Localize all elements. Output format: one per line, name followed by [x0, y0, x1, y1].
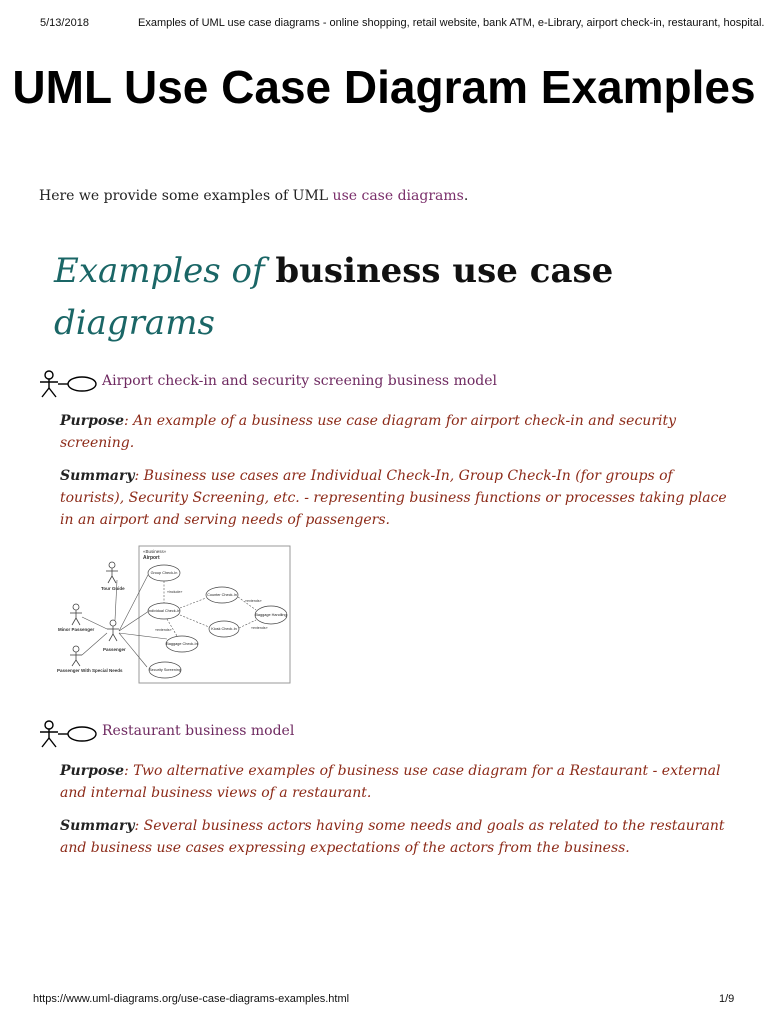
use-case-label: Kiosk Check-In: [211, 627, 237, 631]
page-title: UML Use Case Diagram Examples: [12, 61, 756, 113]
use-case-actor-icon: [38, 720, 98, 748]
restaurant-summary: [60, 815, 730, 859]
use-case-diagrams-link[interactable]: use case diagrams: [332, 188, 464, 204]
diagram-stereotype: «Business»: [143, 549, 167, 554]
airport-item-title-link[interactable]: Airport check-in and security screening business model: [102, 373, 497, 389]
summary-label: Summary: [60, 818, 135, 834]
header-doc-title: Examples of UML use case diagrams - online shopping, retail website, bank ATM, e-Library, airport check-in, restaurant, hospital.: [138, 17, 765, 29]
actor-passenger-special-needs: [70, 646, 82, 666]
header-date: 5/13/2018: [40, 17, 89, 29]
restaurant-purpose: [60, 760, 730, 804]
purpose-label: Purpose: [60, 413, 124, 429]
use-case-label: Individual Check-In: [147, 609, 181, 613]
restaurant-item-title-link[interactable]: Restaurant business model: [102, 723, 295, 739]
airport-use-case-diagram[interactable]: [55, 545, 292, 684]
use-case-label: Security Screening: [149, 668, 181, 672]
use-case-label: Baggage Handling: [255, 613, 287, 617]
summary-text: : Several business actors having some needs and goals as related to the restaurant and business use cases expressing expectations of the actors from the business.: [60, 818, 725, 856]
section-heading-part1: Examples of: [54, 251, 265, 291]
airport-summary: [60, 465, 730, 531]
relation-label: «extends»: [155, 628, 172, 632]
actor-label: Tour Guide: [101, 586, 125, 591]
actor-label: Passenger: [103, 647, 126, 652]
purpose-text: : Two alternative examples of business use case diagram for a Restaurant - external and internal business views of a restaurant.: [60, 763, 721, 801]
use-case-label: Counter Check-In: [207, 593, 237, 597]
footer-page-number: 1/9: [719, 993, 735, 1005]
actor-minor-passenger: [70, 604, 82, 625]
actor-passenger: [107, 620, 119, 641]
actor-label: Minor Passenger: [58, 627, 95, 632]
relation-label: «include»: [167, 590, 183, 594]
intro-text: Here we provide some examples of UML: [39, 188, 333, 204]
relation-label: «extends»: [251, 626, 268, 630]
actor-label: Passenger With Special Needs: [57, 668, 123, 673]
section-heading-part3: diagrams: [54, 303, 215, 343]
section-heading-part2: business use case: [275, 251, 614, 291]
summary-label: Summary: [60, 468, 135, 484]
intro-paragraph: [39, 188, 468, 204]
use-case-actor-icon: [38, 370, 98, 398]
use-case-label: Baggage Check-In: [166, 642, 198, 646]
intro-text-end: .: [463, 188, 469, 204]
section-heading: [54, 245, 694, 349]
summary-text: : Business use cases are Individual Check-In, Group Check-In (for groups of tourists), Security Screening, etc. - representing business functions or processes taking place in an airport and serving needs of passengers.: [60, 468, 727, 528]
actor-tour-guide: [106, 562, 118, 583]
purpose-text: : An example of a business use case diagram for airport check-in and security screening.: [60, 413, 677, 451]
use-case-label: Group Check-In: [150, 571, 178, 575]
footer-url: https://www.uml-diagrams.org/use-case-diagrams-examples.html: [33, 993, 350, 1005]
airport-purpose: [60, 410, 730, 454]
purpose-label: Purpose: [60, 763, 124, 779]
diagram-boundary-name: Airport: [143, 555, 160, 561]
relation-label: «extends»: [245, 599, 262, 603]
